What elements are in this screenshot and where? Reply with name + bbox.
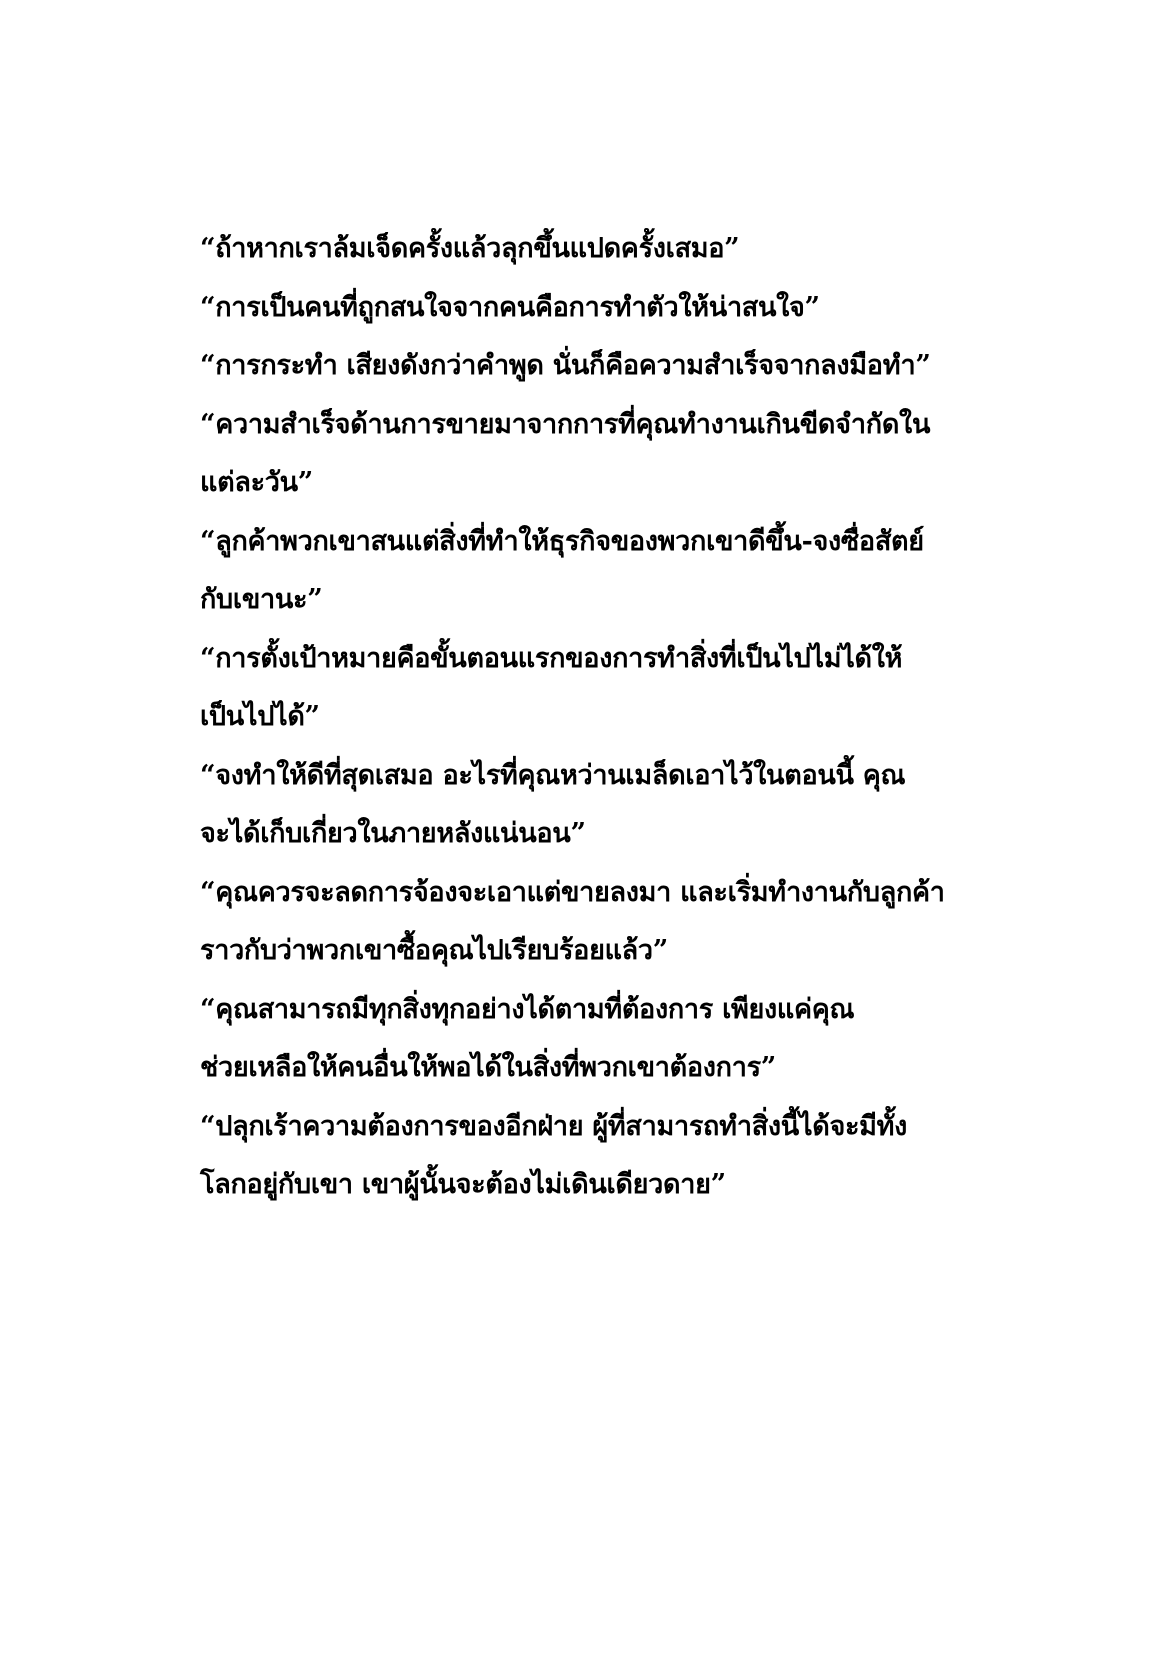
quote-line: “คุณควรจะลดการจ้องจะเอาแต่ขายลงมา และเริ่มทำงานกับลูกค้า [200, 876, 945, 908]
quote-line: “การตั้งเป้าหมายคือขั้นตอนแรกของการทำสิ่งที่เป็นไปไม่ได้ให้ [200, 642, 903, 674]
quote-line: “ลูกค้าพวกเขาสนแต่สิ่งที่ทำให้ธุรกิจของพวกเขาดีขึ้น-จงซื่อสัตย์ [200, 525, 924, 557]
quote-line: “การเป็นคนที่ถูกสนใจจากคนคือการทำตัวให้น่าสนใจ” [200, 291, 820, 323]
quote-line: ช่วยเหลือให้คนอื่นให้พอได้ในสิ่งที่พวกเขาต้องการ” [200, 1052, 777, 1083]
quote-line: โลกอยู่กับเขา เขาผู้นั้นจะต้องไม่เดินเดียวดาย” [200, 1169, 726, 1200]
quote-line: “ถ้าหากเราล้มเจ็ดครั้งแล้วลุกขึ้นแปดครั้งเสมอ” [200, 233, 740, 264]
quote-line: “จงทำให้ดีที่สุดเสมอ อะไรที่คุณหว่านเมล็ดเอาไว้ในตอนนี้ คุณ [200, 759, 906, 791]
quote-line: “การกระทำ เสียงดังกว่าคำพูด นั่นก็คือความสำเร็จจากลงมือทำ” [200, 350, 931, 381]
quote-line: “ปลุกเร้าความต้องการของอีกฝ่าย ผู้ที่สามารถทำสิ่งนี้ได้จะมีทั้ง [200, 1110, 908, 1142]
quote-line: กับเขานะ” [200, 584, 323, 615]
quote-line: เป็นไปได้” [200, 701, 320, 732]
quote-list [200, 220, 1000, 1215]
quote-line: “คุณสามารถมีทุกสิ่งทุกอย่างได้ตามที่ต้องการ เพียงแค่คุณ [200, 993, 855, 1025]
quote-line: จะได้เก็บเกี่ยวในภายหลังแน่นอน” [200, 818, 586, 849]
quote-line: “ความสำเร็จด้านการขายมาจากการที่คุณทำงานเกินขีดจำกัดใน [200, 408, 931, 440]
quote-line: ราวกับว่าพวกเขาซื้อคุณไปเรียบร้อยแล้ว” [200, 935, 669, 966]
quote-line: แต่ละวัน” [200, 467, 314, 498]
